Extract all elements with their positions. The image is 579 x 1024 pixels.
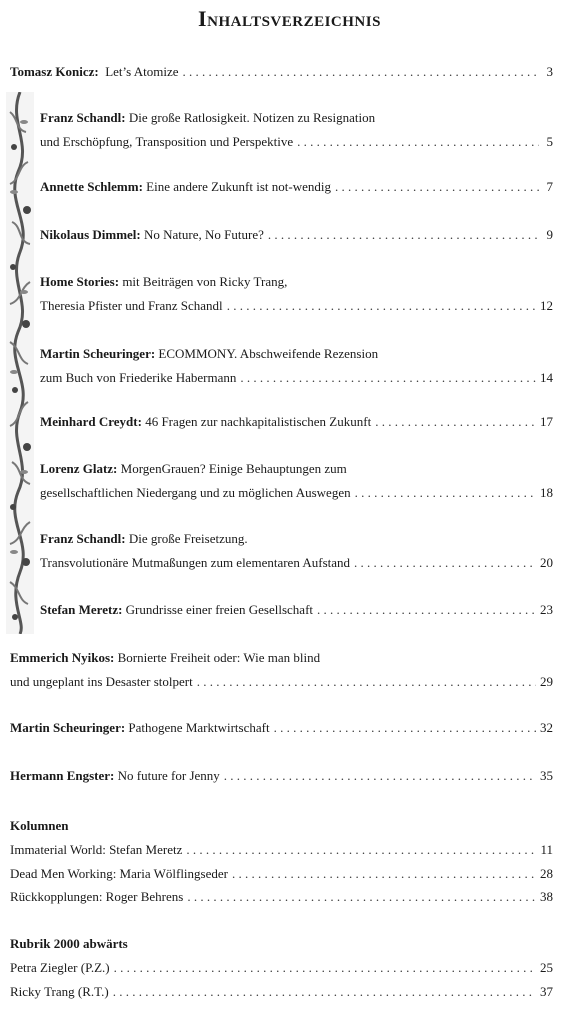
toc-entry[interactable] — [40, 598, 553, 622]
entry-title: mit Beiträgen von Ricky Trang, — [122, 274, 288, 289]
page-number: 37 — [540, 984, 553, 999]
entry-author: Tomasz Konicz: — [10, 64, 99, 79]
entry-author: Nikolaus Dimmel: — [40, 227, 141, 242]
page-number: 17 — [540, 414, 553, 429]
entry-title: Eine andere Zukunft ist not-wendig — [146, 179, 331, 194]
page-number: 38 — [540, 889, 553, 904]
entry-title: MorgenGrauen? Einige Behauptungen zum — [120, 461, 347, 476]
entry-title: 46 Fragen zur nachkapitalistischen Zukunft — [145, 414, 372, 429]
entry-author: Home Stories: — [40, 274, 120, 289]
toc-entry[interactable] — [40, 410, 553, 434]
entry-author: Martin Scheuringer: — [40, 346, 156, 361]
page-number: 25 — [540, 960, 553, 975]
entry-author: Lorenz Glatz: — [40, 461, 118, 476]
kolumne-label: Immaterial World: Stefan Meretz — [10, 842, 183, 857]
page-number: 35 — [540, 768, 553, 783]
entry-author: Emmerich Nyikos: — [10, 650, 115, 665]
entry-title: Bornierte Freiheit oder: Wie man blind — [117, 650, 321, 665]
decorative-ornament-strip — [6, 92, 34, 634]
page-number: 29 — [540, 674, 553, 689]
entry-title: No Nature, No Future? — [144, 227, 264, 242]
page-number: 14 — [540, 370, 553, 385]
entry-author: Stefan Meretz: — [40, 602, 123, 617]
entry-title: Die große Freisetzung. — [128, 531, 248, 546]
kolumne-entry[interactable] — [10, 838, 553, 862]
page-number: 32 — [540, 720, 553, 735]
entry-title-continued: Transvolutionäre Mutmaßungen zum elementaren Aufstand — [40, 555, 351, 570]
entry-title-continued: Theresia Pfister und Franz Schandl — [40, 298, 223, 313]
toc-entry[interactable] — [10, 764, 553, 788]
entry-author: Hermann Engster: — [10, 768, 115, 783]
toc-entry[interactable] — [10, 716, 553, 740]
page-number: 23 — [540, 602, 553, 617]
page-number: 12 — [540, 298, 553, 313]
kolumne-label: Rückkopplungen: Roger Behrens — [10, 889, 184, 904]
section-heading-kolumnen: Kolumnen — [10, 818, 69, 833]
rubrik-entry[interactable] — [10, 980, 553, 1004]
entry-title: No future for Jenny — [117, 768, 220, 783]
toc-entry[interactable] — [10, 60, 553, 84]
page-number: 11 — [540, 842, 553, 857]
entry-title: Grundrisse einer freien Gesellschaft — [125, 602, 314, 617]
page-number: 3 — [546, 64, 553, 79]
page-number: 20 — [540, 555, 553, 570]
entry-author: Martin Scheuringer: — [10, 720, 126, 735]
toc-entry[interactable] — [40, 175, 553, 199]
entry-title-continued: und Erschöpfung, Transposition und Perspektive — [40, 134, 294, 149]
entry-author: Franz Schandl: — [40, 110, 126, 125]
entry-title: Let’s Atomize — [105, 64, 179, 79]
section-heading-rubrik: Rubrik 2000 abwärts — [10, 936, 128, 951]
kolumne-entry[interactable] — [10, 885, 553, 909]
toc-entry[interactable] — [40, 270, 553, 318]
entry-author: Franz Schandl: — [40, 531, 126, 546]
page-number: 9 — [546, 227, 553, 242]
page-number: 5 — [546, 134, 553, 149]
entry-title: Pathogene Marktwirtschaft — [128, 720, 270, 735]
entry-title: Die große Ratlosigkeit. Notizen zu Resignation — [128, 110, 376, 125]
page-number: 18 — [540, 485, 553, 500]
kolumne-label: Dead Men Working: Maria Wölflingseder — [10, 866, 228, 881]
toc-entry[interactable] — [40, 342, 553, 390]
toc-entry[interactable] — [40, 457, 553, 505]
entry-author: Meinhard Creydt: — [40, 414, 142, 429]
page-title: Inhaltsverzeichnis — [198, 6, 381, 31]
rubrik-label: Petra Ziegler (P.Z.) — [10, 960, 110, 975]
toc-entry[interactable] — [40, 106, 553, 154]
toc-entry[interactable] — [40, 527, 553, 575]
entry-title-continued: gesellschaftlichen Niedergang und zu möglichen Auswegen — [40, 485, 351, 500]
rubrik-entry[interactable] — [10, 956, 553, 980]
page-number: 7 — [546, 179, 553, 194]
entry-title-continued: und ungeplant ins Desaster stolpert — [10, 674, 193, 689]
toc-entry[interactable] — [10, 646, 553, 694]
entry-author: Annette Schlemm: — [40, 179, 143, 194]
page-number: 28 — [540, 866, 553, 881]
toc-entry[interactable] — [40, 223, 553, 247]
kolumne-entry[interactable] — [10, 862, 553, 886]
entry-title-continued: zum Buch von Friederike Habermann — [40, 370, 237, 385]
entry-title: ECOMMONY. Abschweifende Rezension — [158, 346, 379, 361]
rubrik-label: Ricky Trang (R.T.) — [10, 984, 109, 999]
